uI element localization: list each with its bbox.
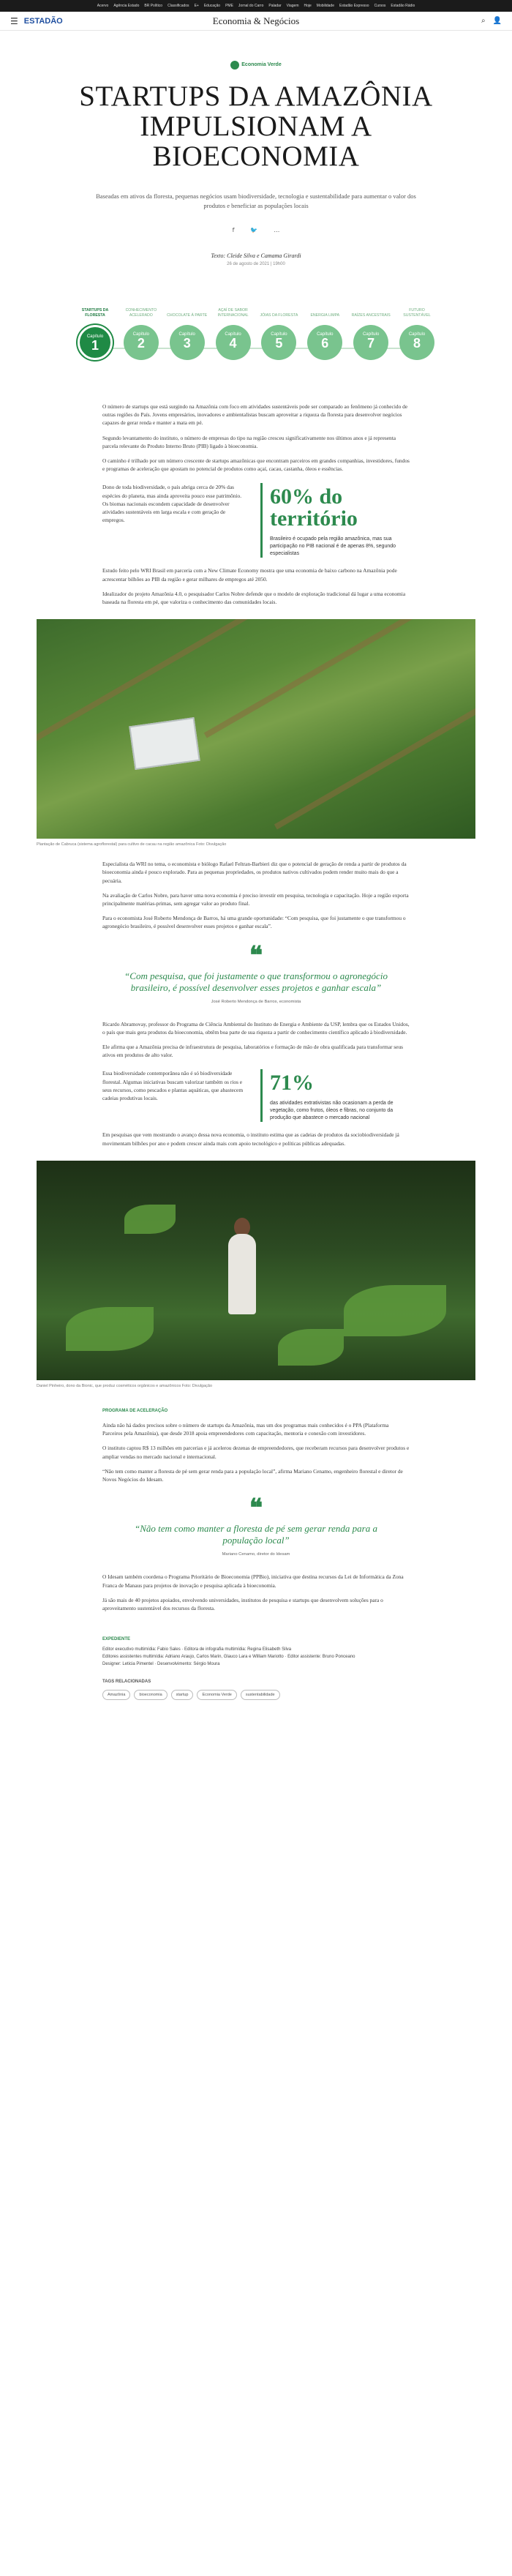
- chapter-circle[interactable]: [216, 325, 251, 360]
- paragraph: Em pesquisas que vem mostrando o avanço dessa nova economia, o instituto estima que as cadeias de produtos da sociobiodiversidade já movimentam bilhões por ano e podem crescer ainda mais com apoio tecnológico e políticas públicas adequadas.: [102, 1131, 399, 1147]
- quote-text: “Não tem como manter a floresta de pé sem gerar renda para a população local”: [135, 1523, 377, 1546]
- pull-quote: [102, 942, 410, 1004]
- paragraph: “Não tem como manter a floresta de pé sem gerar renda para a população local”, afirma Mariano Cenamo, engenheiro florestal e diretor de Novos Negócios do Idesam.: [102, 1467, 403, 1483]
- chapter-4[interactable]: [211, 299, 255, 360]
- chapter-number: 2: [137, 336, 145, 351]
- article-body-4: [102, 1407, 410, 1483]
- photo-figure: [37, 1161, 475, 1388]
- topnav-link[interactable]: BR Político: [144, 4, 163, 8]
- chapter-6[interactable]: [303, 299, 347, 360]
- chapter-label: RAÍZES ANCESTRAIS: [351, 312, 391, 318]
- tag-list: [102, 1690, 410, 1700]
- topnav-link[interactable]: Acervo: [97, 4, 109, 8]
- chapter-word: Capítulo: [225, 332, 241, 337]
- chapter-label: JÓIAS DA FLORESTA: [260, 312, 298, 318]
- page-title: STARTUPS DA AMAZÔNIA IMPULSIONAM A BIOECONOMIA: [79, 80, 433, 172]
- paragraph: O Idesam também coordena o Programa Prioritário de Bioeconomia (PPBio), iniciativa que destina recursos da Lei de Informática da Zona Franca de Manaus para projetos de inovação e pesquisa aplicada à bioeconomia.: [102, 1573, 404, 1589]
- twitter-icon[interactable]: 🐦: [250, 227, 258, 233]
- credits-line: Designer: Leticia Pimentel · Desenvolvimento: Sérgio Moura: [102, 1662, 220, 1667]
- stat-description: das atividades extrativistas não ocasionam a perda de vegetação, como frutos, óleos e fibras, no conjunto da produção que abastece o mercado nacional: [270, 1101, 394, 1121]
- topnav-link[interactable]: Estadão Expresso: [339, 4, 369, 8]
- site-header: [0, 12, 512, 31]
- tag-chip[interactable]: bioeconomia: [134, 1690, 167, 1700]
- chapter-number: 6: [321, 336, 329, 351]
- topnav-link[interactable]: PME: [225, 4, 233, 8]
- chapter-word: Capítulo: [362, 332, 380, 337]
- chapter-8[interactable]: [395, 299, 439, 360]
- credits-heading: EXPEDIENTE: [102, 1637, 131, 1642]
- paragraph: O caminho é trilhado por um número crescente de startups amazônicas que encontram parceiros em grandes companhias, investidores, fundos e programas de aceleração que apostam no potencial de produtos como açaí, cacau, castanha, óleos e essências.: [102, 457, 410, 473]
- topnav-link[interactable]: E+: [194, 4, 199, 8]
- paragraph: Essa biodiversidade contemporânea não é só biodiversidade florestal. Algumas iniciativas buscam valorizar também os rios e seus recursos, como pescados e plantas aquáticas, que abastecem cadeias produtivas locais.: [102, 1070, 244, 1102]
- paragraph: Na avaliação de Carlos Nobre, para haver uma nova economia é preciso investir em pesquisa, tecnologia e capacitação. Hoje a região exporta principalmente matérias-primas, sem agregar valor ao produto final.: [102, 891, 409, 907]
- topnav-link[interactable]: Estadão Rádio: [391, 4, 415, 8]
- section-subhead: PROGRAMA DE ACELERAÇÃO: [102, 1408, 168, 1413]
- stat-description: Brasileiro é ocupado pela região amazônica, mas sua participação no PIB nacional é de apenas 8%, segundo especialistas: [270, 536, 396, 557]
- pull-quote: [102, 1495, 410, 1557]
- topnav-link[interactable]: Classificados: [167, 4, 189, 8]
- chapter-circle[interactable]: [307, 325, 342, 360]
- credits-section: [102, 1636, 410, 1700]
- topnav-link[interactable]: Hoje: [304, 4, 312, 8]
- agroforestry-photo[interactable]: [37, 619, 475, 839]
- hamburger-icon[interactable]: ☰: [10, 15, 18, 26]
- paragraph: Ele afirma que a Amazônia precisa de infraestrutura de pesquisa, laboratórios e formação de mão de obra qualificada para transformar seus ativos em produtos de alto valor.: [102, 1044, 404, 1059]
- quote-mark-icon: ❝: [249, 942, 263, 970]
- person-body: [228, 1234, 256, 1314]
- quote-author: Mariano Cenamo, diretor do Idesam: [222, 1552, 290, 1557]
- chapter-7[interactable]: [349, 299, 393, 360]
- chapter-number: 4: [229, 336, 237, 351]
- stat-callout: [260, 1069, 410, 1122]
- forest-portrait-photo[interactable]: [37, 1161, 475, 1380]
- article-body-1: [102, 402, 410, 606]
- chapter-label: ENERGIA LIMPA: [310, 312, 340, 318]
- tag-chip[interactable]: Amazônia: [102, 1690, 130, 1700]
- paragraph: Estudo feito pelo WRI Brasil em parceria com a New Climate Economy mostra que uma economia de baixo carbono na Amazônia pode acrescentar bilhões ao PIB da região e gerar milhares de empregos até 2050.: [102, 567, 397, 583]
- chapter-number: 3: [183, 336, 191, 351]
- chapter-circle[interactable]: [124, 325, 159, 360]
- paragraph: Já são mais de 40 projetos apoiados, envolvendo universidades, institutos de pesquisa e startups que desenvolvem soluções para o aproveitamento sustentável dos recursos da floresta.: [102, 1596, 383, 1611]
- chapter-navigation: [73, 299, 439, 379]
- article-body-5: [102, 1573, 410, 1612]
- site-logo[interactable]: ESTADÃO: [23, 16, 63, 26]
- article-body-3: [102, 1020, 410, 1147]
- paragraph: Segundo levantamento do instituto, o número de empresas do tipo na região cresceu significativamente nos últimos anos e já representa parcela relevante do Produto Interno Bruto (PIB) ligado à bioeconomia.: [102, 434, 396, 449]
- chapter-1[interactable]: [73, 299, 117, 360]
- chapter-word: Capítulo: [178, 332, 195, 337]
- chapter-word: Capítulo: [86, 334, 104, 339]
- quote-mark-icon: ❝: [249, 1495, 263, 1523]
- quote-author: José Roberto Mendonça de Barros, economista: [211, 999, 301, 1004]
- topnav-link[interactable]: Agência Estado: [113, 4, 140, 8]
- photo-caption: Daniel Pinheiro, dono da Bionic, que produz cosméticos orgânicos e amazônicos Foto: Divulgação: [37, 1383, 212, 1388]
- topnav-link[interactable]: Mobilidade: [316, 4, 334, 8]
- tags-heading: TAGS RELACIONADAS: [102, 1680, 151, 1685]
- chapter-3[interactable]: [165, 299, 209, 360]
- paragraph: O número de startups que está surgindo na Amazônia com foco em atividades sustentáveis pode ser comparado ao fenômeno já conhecido de outras regiões do País. Jovens empresários, inovadores e ambientalistas buscam aproveitar a riqueza da floresta para desenvolver negócios capazes de gerar renda e manter a mata em pé.: [102, 403, 408, 427]
- paragraph: Ainda não há dados precisos sobre o número de startups da Amazônia, mas um dos programas mais conhecidos é o PPA (Plataforma Parceiros pela Amazônia), que desde 2018 apoia empreendedores com capacitação, mentoria e conexão com investidores.: [102, 1422, 389, 1437]
- chapter-5[interactable]: [257, 299, 301, 360]
- publish-date: 26 de agosto de 2021 | 19h00: [227, 262, 285, 266]
- photo-caption: Plantação de Cabruca (sistema agroflorestal) para cultivo de cacau na região amazônica Foto: Divulgação: [37, 842, 227, 847]
- chapter-label: AÇAÍ DE SABOR INTERNACIONAL: [217, 308, 249, 318]
- article-lead: Baseadas em ativos da floresta, pequenas negócios usam biodiversidade, tecnologia e sustentabilidade para aumentar o valor dos produtos e beneficiar as populações locais: [96, 192, 416, 209]
- topnav-link[interactable]: Jornal do Carro: [238, 4, 264, 8]
- paragraph: O instituto captou R$ 13 milhões em parcerias e já acelerou dezenas de empreendedores, que receberam recursos para desenvolver produtos e ampliar vendas no mercado nacional e internacional.: [102, 1445, 410, 1460]
- photo-figure: [37, 619, 475, 847]
- chapter-label: CONHECIMENTO ACELERADO: [125, 308, 157, 318]
- stat-number: 71%: [270, 1071, 314, 1096]
- leaf-icon: [230, 61, 239, 70]
- chapter-circle[interactable]: [78, 325, 113, 360]
- author-byline: Texto: Cleide Silva e Camama Girardi: [211, 252, 301, 259]
- topnav-link[interactable]: Cursos: [374, 4, 386, 8]
- article-body-2: [102, 860, 410, 930]
- credits-line: Editores assistentes multimídia: Adriano Araujo, Carlos Marin, Glauco Lara e William Mariotto · Editor assistente: Bruno Ponceano: [102, 1655, 355, 1660]
- facebook-icon[interactable]: f: [232, 227, 235, 233]
- chapter-word: Capítulo: [271, 332, 287, 337]
- brand-label: Economia Verde: [241, 62, 282, 67]
- paragraph: Para o economista José Roberto Mendonça de Barros, há uma grande oportunidade: “Com pesquisa, que foi justamente o que transformou o agronegócio brasileiro, é possível desenvolver esses projetos e ganhar escala”.: [102, 915, 406, 930]
- top-navigation: [0, 0, 512, 12]
- stat-callout: [260, 483, 410, 558]
- chapter-word: Capítulo: [317, 332, 334, 337]
- paragraph: Ricardo Abramovay, professor do Programa de Ciência Ambiental do Instituto de Energia e Ambiente da USP, lembra que os Estados Unidos, o país que mais gera produtos da bioeconomia, obtêm boa parte de sua riqueza a partir de conhecimento científico aplicado à biodiversidade.: [102, 1020, 410, 1036]
- chapter-circle[interactable]: [170, 325, 205, 360]
- chapter-label: CHOCOLATE À PARTE: [167, 312, 208, 318]
- chapter-number: 7: [367, 336, 375, 351]
- chapter-number: 5: [275, 336, 283, 351]
- tag-chip[interactable]: Economia Verde: [197, 1690, 236, 1700]
- topnav-link[interactable]: Viagem: [286, 4, 299, 8]
- chapter-word: Capítulo: [408, 332, 426, 337]
- tag-chip[interactable]: startup: [171, 1690, 194, 1700]
- quote-text: “Com pesquisa, que foi justamente o que transformou o agronegócio brasileiro, é possível desenvolver esses projetos e ganhar escala”: [124, 970, 388, 993]
- chapter-number: 1: [91, 338, 99, 353]
- chapter-number: 8: [413, 336, 421, 351]
- tag-chip[interactable]: sustentabilidade: [241, 1690, 280, 1700]
- credits-line: Editor executivo multimídia: Fabio Sales · Editora de infografia multimídia: Regina Elisabeth Silva: [102, 1647, 292, 1652]
- paragraph: Idealizador do projeto Amazônia 4.0, o pesquisador Carlos Nobre defende que o modelo de exploração tradicional dá lugar a uma economia baseada na floresta em pé, que valoriza o conhecimento das comunidades locais.: [102, 590, 406, 606]
- economia-verde-brand: [0, 57, 512, 71]
- user-icon[interactable]: 👤: [492, 17, 502, 25]
- more-share-icon[interactable]: …: [274, 227, 280, 233]
- chapter-word: Capítulo: [132, 332, 150, 337]
- stat-number: 60% do território: [270, 484, 358, 531]
- section-title: Economia & Negócios: [212, 15, 300, 26]
- search-icon[interactable]: ⌕: [481, 17, 486, 25]
- chapter-label: FUTURO SUSTENTÁVEL: [403, 308, 431, 318]
- chapter-circle[interactable]: [399, 325, 434, 360]
- paragraph: Dono de toda biodiversidade, o país abriga cerca de 20% das espécies do planeta, mas ainda aproveita pouco esse patrimônio. Os biomas nacionais escondem capacidade de desenvolver atividades sustentáveis em larga escala e com geração de empregos.: [102, 484, 242, 524]
- chapter-2[interactable]: [119, 299, 163, 360]
- shed-roof: [129, 717, 200, 770]
- topnav-link[interactable]: Paladar: [268, 4, 282, 8]
- share-bar: [0, 227, 512, 233]
- chapter-circle[interactable]: [353, 325, 388, 360]
- paragraph: Especialista da WRI no tema, o economista e biólogo Rafael Feltran-Barbieri diz que o potencial de geração de renda a partir de produtos da bioeconomia ainda é pouco explorado. Para as pequenas propriedades, os produtos nativos cultivados podem render muito mais do que a pecuária.: [102, 861, 407, 884]
- chapter-circle[interactable]: [261, 325, 296, 360]
- topnav-link[interactable]: Educação: [203, 4, 221, 8]
- chapter-label: STARTUPS DA FLORESTA: [81, 308, 109, 318]
